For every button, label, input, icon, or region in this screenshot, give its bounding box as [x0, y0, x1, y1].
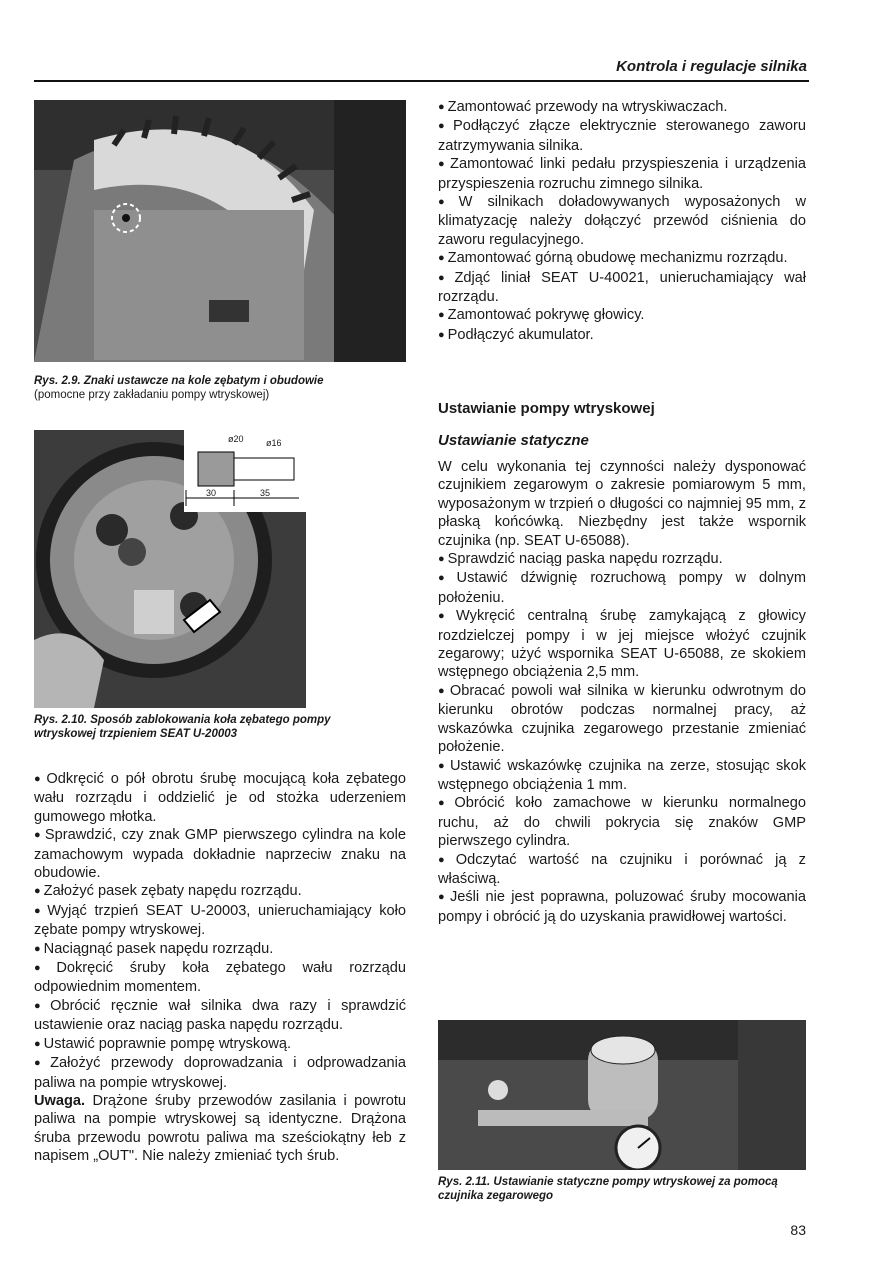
pin-dimension-svg [184, 430, 306, 512]
subsection-heading: Ustawianie statyczne [438, 432, 589, 449]
dim-l30: 30 [206, 488, 217, 498]
instruction-item: ● Obracać powoli wał silnika w kierunku odwrotnym do kierunku obrotów podczas normalnej pracy, aż wskazówka czujnika zegarowego przestanie zmieniać położenie. [438, 682, 806, 757]
instruction-item: ● Zamontować linki pedału przyspieszenia i urządzenia przyspieszenia rozruchu zimnego silnika. [438, 155, 806, 193]
running-header: Kontrola i regulacje silnika [616, 58, 807, 75]
figure-2-11-caption-text: Rys. 2.11. Ustawianie statyczne pompy wtryskowej za pomocą czujnika zegarowego [438, 1176, 778, 1202]
left-instruction-list [34, 770, 406, 1092]
left-column-text [34, 770, 406, 1166]
timing-gear-photo-illustration [34, 100, 406, 362]
instruction-item: ● Naciągnąć pasek napędu rozrządu. [34, 940, 406, 959]
figure-2-9-caption-title: Rys. 2.9. Znaki ustawcze na kole zębatym i obudowie [34, 375, 324, 387]
instruction-item: ● Założyć przewody doprowadzania i odprowadzania paliwa na pompie wtryskowej. [34, 1054, 406, 1092]
instruction-item: ● Odkręcić o pół obrotu śrubę mocującą koła zębatego wału rozrządu i oddzielić je od stożka uderzeniem gumowego młotka. [34, 770, 406, 826]
instruction-item: ● Sprawdzić, czy znak GMP pierwszego cylindra na kole zamachowym wypada dokładnie naprzeciw znaku na obudowie. [34, 826, 406, 882]
instruction-item: ● Ustawić dźwignię rozruchową pompy w dolnym położeniu. [438, 569, 806, 607]
right-column-body [438, 458, 806, 926]
figure-2-9-caption [34, 375, 414, 402]
right-column-top [438, 98, 806, 345]
instruction-item: ● Zamontować przewody na wtryskiwaczach. [438, 98, 806, 117]
note-text: Drążone śruby przewodów zasilania i powrotu paliwa na pompie wtryskowej są identyczne. Drążona śruba przewodu powrotu paliwa ma sześciokątny łeb z napisem „OUT". Nie należy zmieniać tych śrub. [34, 1092, 406, 1165]
instruction-item: ● Odczytać wartość na czujniku i porównać ją z właściwą. [438, 851, 806, 889]
instruction-item: ● Wykręcić centralną śrubę zamykającą z głowicy rozdzielczej pompy i w jej miejsce włożyć czujnik zegarowy; użyć wspornika SEAT U-65088, ze skokiem wstępnego obciążenia 2,5 mm. [438, 607, 806, 682]
instruction-item: ● Założyć pasek zębaty napędu rozrządu. [34, 882, 406, 901]
instruction-item: ● Sprawdzić naciąg paska napędu rozrządu. [438, 550, 806, 569]
figure-2-9-caption-note: (pomocne przy zakładaniu pompy wtryskowej) [34, 388, 270, 401]
instruction-item: ● Podłączyć złącze elektrycznie sterowanego zaworu zatrzymywania silnika. [438, 117, 806, 155]
dial-gauge-photo-illustration [438, 1020, 806, 1170]
figure-2-10-caption [34, 714, 394, 741]
instruction-item: W celu wykonania tej czynności należy dysponować czujnikiem zegarowym o zakresie pomiarowym 5 mm, wyposażonym w trzpień o długości co najmniej 95 mm, z płaską końcówką. Niezbędny jest także wspornik czujnika (np. SEAT U-65088). [438, 459, 806, 549]
instruction-item: ● Obrócić ręcznie wał silnika dwa razy i sprawdzić ustawienie oraz naciąg paska napędu rozrządu. [34, 997, 406, 1035]
right-top-instruction-list [438, 98, 806, 345]
figure-2-11-caption [438, 1176, 808, 1203]
instruction-item: ● Zamontować górną obudowę mechanizmu rozrządu. [438, 249, 806, 268]
instruction-item: ● Podłączyć akumulator. [438, 326, 806, 345]
right-body-instruction-list [438, 458, 806, 926]
figure-2-9-photo [34, 100, 406, 362]
page-number: 83 [790, 1222, 806, 1238]
note-label: Uwaga. [34, 1092, 86, 1109]
dim-d20: ø20 [228, 434, 244, 444]
instruction-item: ● Jeśli nie jest poprawna, poluzować śruby mocowania pompy i obrócić ją do uzyskania prawidłowej wartości. [438, 888, 806, 926]
section-heading: Ustawianie pompy wtryskowej [438, 400, 655, 417]
instruction-item: ● Wyjąć trzpień SEAT U-20003, unieruchamiający koło zębate pompy wtryskowej. [34, 902, 406, 940]
header-rule [34, 80, 809, 82]
pin-dimension-drawing [184, 430, 306, 512]
instruction-item: ● Obrócić koło zamachowe w kierunku normalnego ruchu, aż do chwili pokrycia się znaków GMP pierwszego cylindra. [438, 794, 806, 850]
instruction-item: ● Zamontować pokrywę głowicy. [438, 306, 806, 325]
figure-2-10-caption-text: Rys. 2.10. Sposób zablokowania koła zębatego pompy wtryskowej trzpieniem SEAT U-20003 [34, 714, 331, 740]
instruction-item: ● Ustawić wskazówkę czujnika na zerze, stosując skok wstępnego obciążenia 1 mm. [438, 757, 806, 795]
instruction-item: ● Zdjąć liniał SEAT U-40021, unieruchamiający wał rozrządu. [438, 269, 806, 307]
instruction-item: ● Dokręcić śruby koła zębatego wału rozrządu odpowiednim momentem. [34, 959, 406, 997]
figure-2-11-photo [438, 1020, 806, 1170]
dim-d16: ø16 [266, 438, 282, 448]
instruction-item: ● W silnikach doładowywanych wyposażonych w klimatyzację należy dołączyć przewód ciśnienia do zaworu regulacyjnego. [438, 193, 806, 249]
dim-l35: 35 [260, 488, 271, 498]
note-paragraph [34, 1092, 406, 1166]
instruction-item: ● Ustawić poprawnie pompę wtryskową. [34, 1035, 406, 1054]
